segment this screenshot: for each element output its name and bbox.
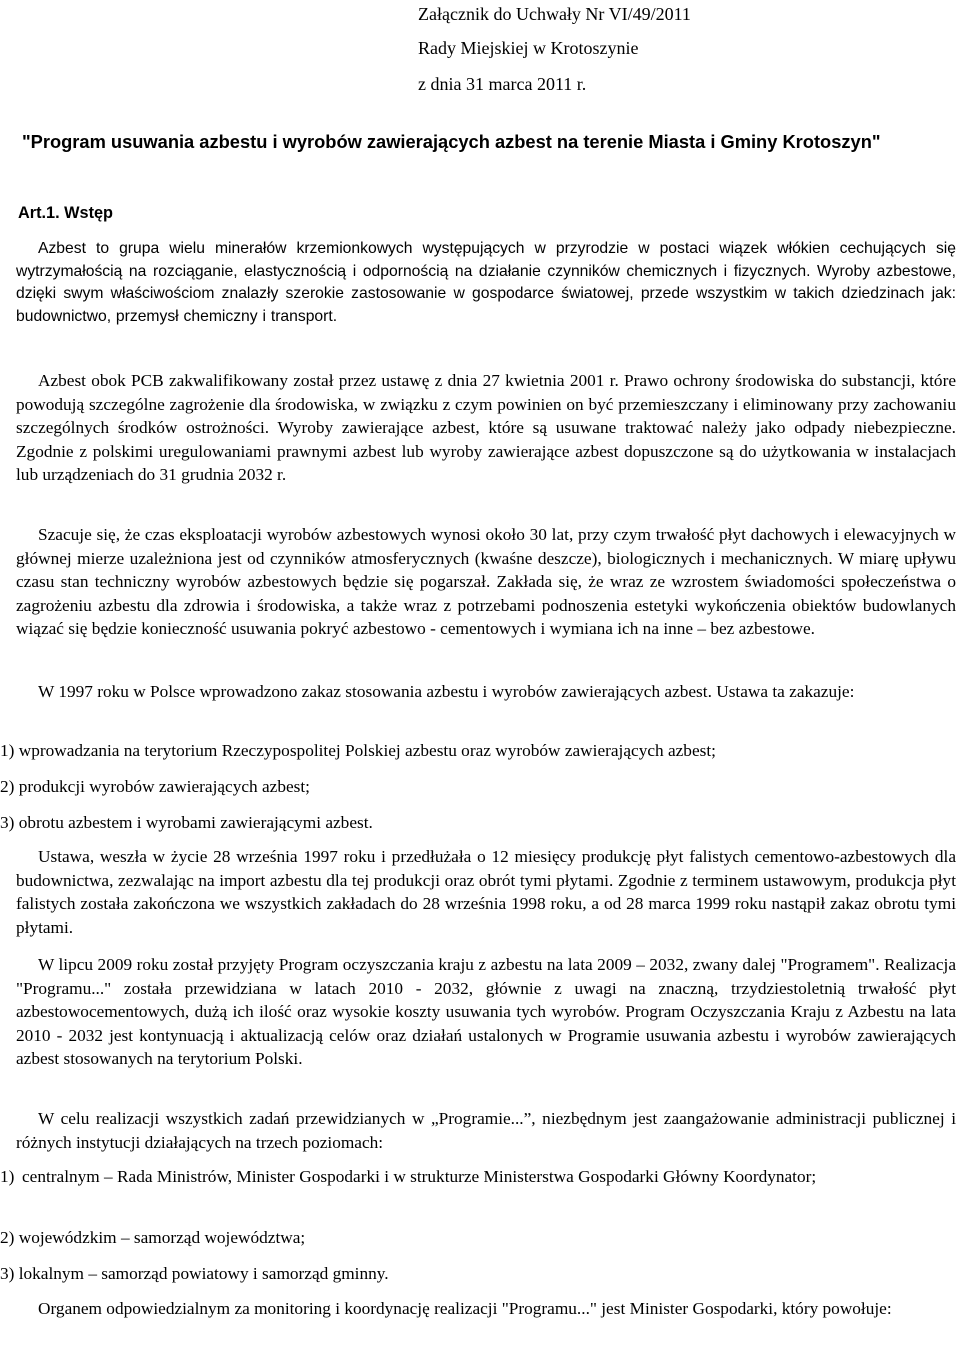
paragraph-ban-1997: W 1997 roku w Polsce wprowadzono zakaz stosowania azbestu i wyrobów zawierających azbest. Ustawa ta zakazuje: <box>38 682 855 701</box>
article-heading: Art.1. Wstęp <box>18 204 113 222</box>
level-number: 1) <box>0 1167 15 1186</box>
level-list-item-central <box>0 1165 960 1189</box>
paragraph-levels-intro: W celu realizacji wszystkich zadań przewidzianych w „Programie...”, niezbędnym jest zaangażowanie administracji publicznej i różnych instytucji działających na trzech poziomach: <box>16 1109 956 1152</box>
ban-list-item: 1) wprowadzania na terytorium Rzeczypospolitej Polskiej azbestu oraz wyrobów zawierających azbest; <box>0 741 716 760</box>
annex-heading: Załącznik do Uchwały Nr VI/49/2011 <box>418 4 691 24</box>
council-name: Rady Miejskiej w Krotoszynie <box>418 38 639 58</box>
level-list-item-local: 3) lokalnym – samorząd powiatowy i samorząd gminny. <box>0 1264 389 1283</box>
paragraph-program-2009: W lipcu 2009 roku został przyjęty Program oczyszczania kraju z azbestu na lata 2009 – 2032, zwany dalej "Programem". Realizacja "Programu..." została przewidziana w latach 2010 - 2032, głównie z uwagi na znaczną, trzydziestoletnią trwałość płyt azbestowocementowych, dużą ich ilość oraz wysokie koszty usuwania tych wyrobów. Program Oczyszczania Kraju z Azbestu na lata 2010 - 2032 jest kontynuacją i aktualizacją celów oraz działań ustalonych w Programie usuwania azbestu i wyrobów zawierających azbest stosowanych na terytorium Polski. <box>16 955 956 1069</box>
paragraph-act-effect: Ustawa, weszła w życie 28 września 1997 roku i przedłużała o 12 miesięcy produkcję płyt falistych cementowo-azbestowych dla budownictwa, zezwalając na import azbestu dla tej produkcji oraz obrót tymi płytami. Zgodnie z terminem ustawowym, produkcja płyt falistych została zakończona we wszystkich zakładach do 28 września 1998 roku, a od 28 marca 1999 roku nastąpił zakaz obrotu tymi płytami. <box>16 847 956 937</box>
paragraph-lifespan: Szacuje się, że czas eksploatacji wyrobów azbestowych wynosi około 30 lat, przy czym trwałość płyt dachowych i elewacyjnych w głównej mierze uzależniona jest od czynników atmosferycznych (kwaśne deszcze), biologicznych i mechanicznych. W miarę upływu czasu stan techniczny wyrobów azbestowych będzie się pogarszał. Zakłada się, że wraz ze wzrostem świadomości społeczeństwa o zagrożeniu azbestu dla zdrowia i środowiska, a także wraz z potrzebami podnoszenia estetyki wykończenia obiektów budowlanych wiązać się będzie konieczność usuwania pokryć azbestowo - cementowych i wymiana ich na inne – bez azbestowe. <box>16 525 956 639</box>
level-list-item-regional: 2) wojewódzkim – samorząd województwa; <box>0 1228 306 1247</box>
paragraph-coordinator: Organem odpowiedzialnym za monitoring i koordynację realizacji "Programu..." jest Minister Gospodarki, który powołuje: <box>38 1299 892 1318</box>
ban-list-item: 2) produkcji wyrobów zawierających azbest; <box>0 777 310 796</box>
paragraph-legal-status: Azbest obok PCB zakwalifikowany został przez ustawę z dnia 27 kwietnia 2001 r. Prawo ochrony środowiska do substancji, które powodują szczególne zagrożenie dla środowiska, w związku z czym powinien on być przemieszczany i eliminowany przy zachowaniu szczególnych środków ostrożności. Wyroby zawierające azbest, które są usuwane traktować należy jako odpady niebezpieczne. Zgodnie z polskimi uregulowaniami prawnymi azbest lub wyroby zawierające azbest dopuszczone są do użytkowania w instalacjach lub urządzeniach do 31 grudnia 2032 r. <box>16 371 956 485</box>
resolution-date: z dnia 31 marca 2011 r. <box>418 74 587 94</box>
ban-list-item: 3) obrotu azbestem i wyrobami zawierającymi azbest. <box>0 813 373 832</box>
document-title: "Program usuwania azbestu i wyrobów zawierających azbest na terenie Miasta i Gminy Krotoszyn" <box>22 131 881 152</box>
paragraph-intro: Azbest to grupa wielu minerałów krzemionkowych występujących w przyrodzie w postaci wiązek włókien cechujących się wytrzymałością na rozciąganie, elastycznością i odpornością na działanie czynników chemicznych i fizycznych. Wyroby azbestowe, dzięki swym właściwościom znalazły szerokie zastosowanie w gospodarce światowej, przede wszystkim w takich dziedzinach jak: budownictwo, przemysł chemiczny i transport. <box>16 240 956 326</box>
level-text: centralnym – Rada Ministrów, Minister Gospodarki i w strukturze Ministerstwa Gospodarki Główny Koordynator; <box>22 1167 817 1186</box>
